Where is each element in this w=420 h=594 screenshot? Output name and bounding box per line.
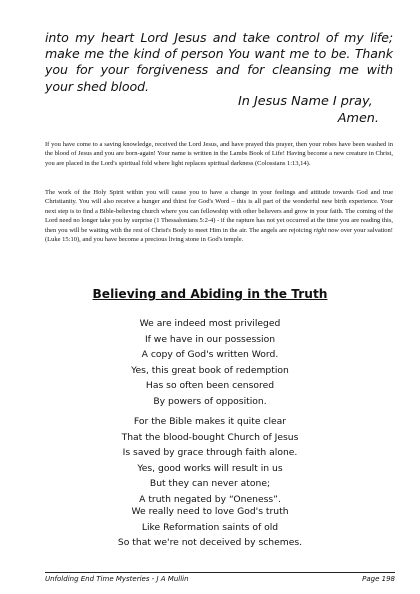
poem-line: Yes, good works will result in us [137, 462, 283, 474]
poem-line: So that we're not deceived by schemes. [117, 537, 303, 549]
prayer-closing [180, 93, 393, 127]
poem-stanza-2 [0, 414, 420, 508]
poem-line: That the blood-bought Church of Jesus [121, 431, 299, 443]
prayer-text: into my heart Lord Jesus and take control of my life; make me the kind of person You want me to be. Thank you for your forgiveness and for cleansing me with your shed blood. [45, 30, 393, 94]
poem-line: Like Reformation saints of old [141, 521, 279, 533]
poem-line: But they can never atone; [149, 478, 271, 490]
paragraph-text: over your salvation! (Luke 15:10), and you have become a precious living stone in God's temple. [45, 226, 393, 244]
footer-page-number: Page 198 [362, 575, 395, 583]
poem-line: For the Bible makes it quite clear [133, 416, 287, 427]
poem-line: A truth negated by “Oneness”. [139, 493, 281, 505]
poem-stanza-3 [0, 504, 420, 551]
poem-line: We are indeed most privileged [139, 318, 281, 329]
poem-title: Believing and Abiding in the Truth [92, 287, 328, 301]
poem-line: Yes, this great book of redemption [131, 364, 289, 376]
footer-book-title: Unfolding End Time Mysteries - J A Mullin [45, 575, 189, 583]
footer-divider [45, 572, 395, 573]
poem-stanza-1 [0, 316, 420, 410]
body-paragraph-1: If you have come to a saving knowledge, received the Lord Jesus, and have prayed this prayer, then your robes have been washed in the blood of Jesus and you are born-again! Your name is written in the Lambs Book of Life! Having become a new creature in Christ, you are placed in the Lord's spiritual fold where light replaces spiritual darkness (Colossians 1:13,14). [45, 141, 393, 167]
body-paragraph-2 [45, 188, 393, 244]
prayer-closing-line: In Jesus Name I pray, [238, 94, 373, 109]
poem-line: By powers of opposition. [153, 395, 267, 407]
poem-line: A copy of God's written Word. [141, 349, 279, 361]
poem-line: We really need to love God's truth [131, 506, 289, 517]
paragraph-text: The work of the Holy Spirit within you will cause you to have a change in your feelings and attitude towards God and true Christianity. You will also receive a hunger and thirst for God's Word – this is all part of the wonderful new birth experience. Your next step is to find a Bible-believing church where you can fellowship with other believers and grow in your faith. The coming of the Lord need no longer take you by surprise (1 Thessalonians 5:2-4) - if the rapture has not yet occurred at the time you are reading this, then you will be waiting with the rest of Christ's Body to meet Him in the air. The angels are rejoicing [45, 189, 393, 234]
poem-line: Has so often been censored [145, 380, 275, 392]
poem-line: Is saved by grace through faith alone. [122, 447, 298, 459]
page-footer [45, 574, 395, 584]
poem-line: If we have in our possession [144, 333, 276, 345]
prayer-amen: Amen. [337, 111, 379, 126]
emphasis-text: right now [313, 226, 339, 234]
